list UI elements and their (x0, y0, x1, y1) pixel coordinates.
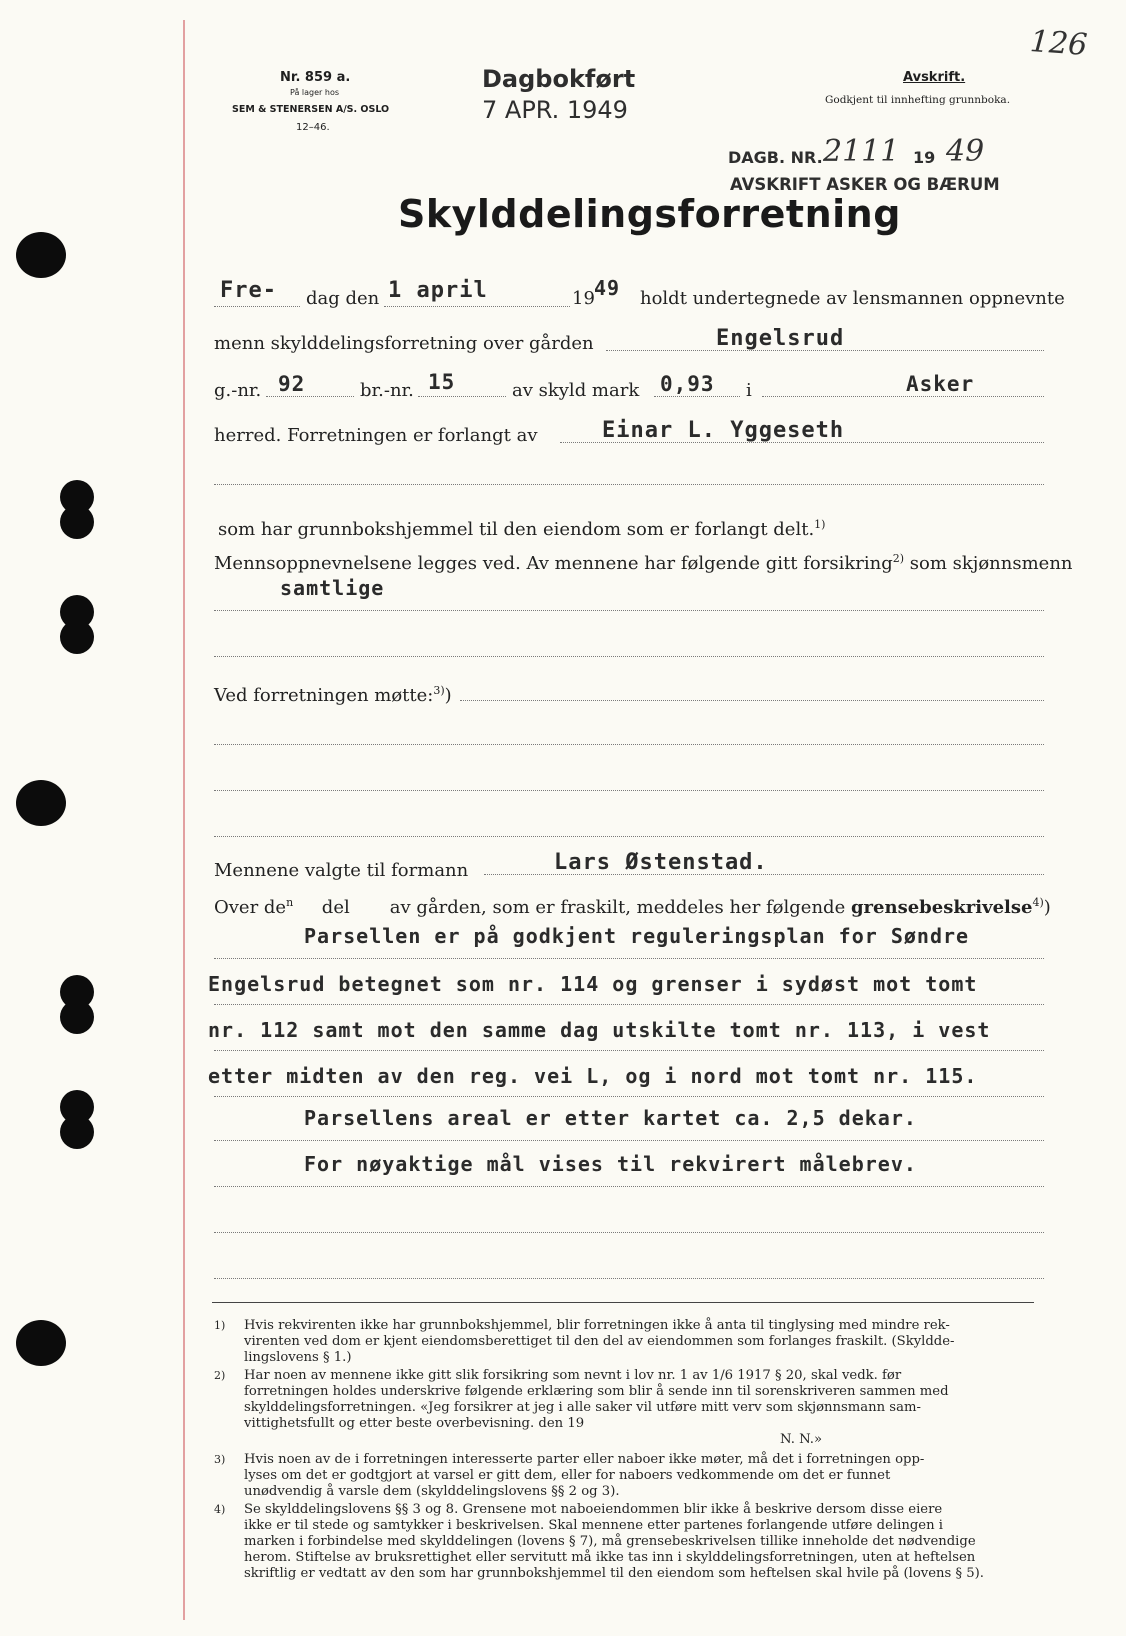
formann-text: Mennene valgte til formann (214, 860, 469, 881)
page-number: 126 (1028, 24, 1089, 63)
blank-line (214, 656, 1044, 657)
publisher-date: 12–46. (296, 122, 330, 133)
binder-hole (60, 620, 94, 654)
requester-field-value: Einar L. Yggeseth (602, 418, 845, 443)
description-rule (214, 1004, 1044, 1005)
motte-text: Ved forretningen møtte:$^{3)}$) (214, 684, 452, 706)
copy-sub: Godkjent til innhefting grunnboka. (825, 94, 1011, 106)
dag-den-label: dag den (306, 288, 380, 309)
description-line: nr. 112 samt mot den samme dag utskilte tomt nr. 113, i vest (208, 1018, 991, 1042)
description-rule (214, 1186, 1044, 1187)
description-line: Parsellens areal er etter kartet ca. 2,5 dekar. (304, 1106, 917, 1130)
description-rule (214, 958, 1044, 959)
bnr-label: br.-nr. (360, 380, 414, 401)
blank-line (214, 790, 1044, 791)
over-text: Over $de^n$ del av gården, som er fraskilt, meddeles her følgende grensebeskrivelse$^{4)}$) (214, 896, 1051, 918)
year-prefix: 19 (572, 288, 595, 309)
i-label: i (746, 380, 752, 401)
binder-hole (16, 232, 66, 278)
description-line: Parsellen er på godkjent reguleringsplan for Søndre (304, 924, 970, 948)
formann-field-value: Lars Østenstad. (554, 850, 768, 875)
blank-line (214, 610, 1044, 611)
herred-text: herred. Forretningen er forlangt av (214, 425, 538, 446)
skyld-field-value: 0,93 (660, 372, 715, 396)
requester-field-line (560, 442, 1044, 443)
description-line: etter midten av den reg. vei L, og i nord mot tomt nr. 115. (208, 1064, 978, 1088)
description-rule (214, 1050, 1044, 1051)
day-field-line (214, 306, 300, 307)
date-stamp: 7 APR. 1949 (482, 96, 628, 124)
description-rule (214, 1140, 1044, 1141)
day-field-value: Fre- (220, 278, 277, 303)
binder-hole (16, 1320, 66, 1366)
dagbokfort-stamp: Dagbokført (482, 65, 636, 93)
gnr-field-value: 92 (278, 372, 306, 396)
description-line: Engelsrud betegnet som nr. 114 og grenser i sydøst mot tomt (208, 972, 978, 996)
margin-line (183, 20, 185, 1620)
dagb-nr-value: 2111 (823, 134, 900, 169)
binder-hole (60, 505, 94, 539)
dagb-year-prefix: 19 (913, 148, 936, 167)
avskrift-stamp: AVSKRIFT ASKER OG BÆRUM (730, 175, 1000, 194)
document-page: Nr. 859 a. På lager hos SEM & STENERSEN A/S. OSLO 12–46. 126 Avskrift. Godkjent til innhefting grunnboka. Dagbokført 7 APR. 1949 DAGB. NR. 2111 19 49 AVSKRIFT ASKER OG BÆRUM Skylddelingsforretning Fre- dag den 1 april 19 49 holdt undertegnede av lensmannen oppnevnte menn skylddelingsforretning over gården Engelsrud g.-nr. 92 br.-nr. 15 av skyld mark 0,93 i Asker herred. Forretningen er forlangt av Einar L. Yggeseth som har grunnbokshjemmel til den eiendom som er forlangt delt.$^{1)}$ Mennsoppnevnelsene legges ved. Av mennene har følgende gitt forsikring$^{2)}$ som skjønnsmenn samtlige Ved forretningen møtte:$^{3)}$) Mennene valgte til formann Lars Østenstad. Over $de^n$ del av gården, som er fraskilt, meddeles her følgende grensebeskrivelse$^{4)}$) Parsellen er på godkjent reguleringsplan for Søndre Engelsrud betegnet som nr. 114 og grenser i sydøst mot tomt nr. 112 samt mot den samme dag utskilte tomt nr. 113, i vest etter midten av den reg. vei L, og i nord mot tomt nr. 115. Parsellens areal er etter kartet ca. 2,5 dekar. For nøyaktige mål vises til rekvirert målebrev. 1) Hvis rekvirenten ikke har grunnbokshjemmel, blir forretningen ikke å anta til tinglysing med mindre rek- virenten ved dom er kjent eiendomsberettiget til den del av eiendommen som forlanges fraskilt. (Skyldde- lingslovens § 1.) 2) Har noen av mennene ikke gitt slik forsikring som nevnt i lov nr. 1 av 1/6 1917 § 20, skal vedk. før forretningen holdes underskrive følgende erklæring som blir å sende inn til sorenskriveren sammen med skylddelingsforretningen. «Jeg forsikrer at jeg i alle saker vil utføre mitt verv som skjønnsmann sam- vittighetsfullt og etter beste overbevisning. den 19 N. N.» 3) Hvis noen av de i forretningen interesserte parter eller naboer ikke møter, må det i forretningen opp- lyses om det er godtgjort at varsel er gitt dem, eller for naboers vedkommende om det er funnet unødvendig å varsle dem (skylddelingslovens §§ 2 og 3). 4) Se skylddelingslovens §§ 3 og 8. Grensene mot naboeiendommen blir ikke å beskrive dersom disse eiere ikke er til stede og samtykker i beskrivelsen. Skal mennene etter partenes forlangende utføre delingen i marken i forbindelse med skylddelingen (lovens § 7), må grensebeskrivelsen tillike inneholde det nødvendige herom. Stiftelse av bruksrettighet eller servitutt må ikke tas inn i skylddelingsforretningen, uten at heftelsen skriftlig er vedtatt av den som har grunnbokshjemmel til den eiendom som heftelsen skal hvile på (lovens § 5). (0, 0, 1126, 1636)
dagb-year-value: 49 (946, 134, 985, 169)
motte-field-line (460, 700, 1044, 701)
held-text: holdt undertegnede av lensmannen oppnevnte (640, 288, 1065, 309)
description-line: For nøyaktige mål vises til rekvirert målebrev. (304, 1152, 917, 1176)
blank-line (214, 1232, 1044, 1233)
copy-label: Avskrift. (903, 70, 966, 85)
forsikring-field-value: samtlige (280, 576, 385, 600)
blank-line (214, 744, 1044, 745)
binder-hole (60, 1115, 94, 1149)
document-title: Skylddelingsforretning (398, 192, 901, 236)
year-field-value: 49 (594, 276, 621, 300)
description-rule (214, 1096, 1044, 1097)
publisher-line: På lager hos (290, 88, 339, 97)
blank-line (214, 836, 1044, 837)
footnote-separator (212, 1302, 1034, 1303)
date-field-line (384, 306, 570, 307)
gnr-field-line (266, 396, 354, 397)
farm-field-value: Engelsrud (716, 326, 845, 351)
gnr-label: g.-nr. (214, 380, 262, 401)
bnr-field-line (418, 396, 506, 397)
bnr-field-value: 15 (428, 370, 456, 394)
skyld-label: av skyld mark (512, 380, 640, 401)
formann-field-line (484, 874, 1044, 875)
form-number: Nr. 859 a. (280, 70, 351, 85)
binder-hole (16, 780, 66, 826)
blank-line (214, 484, 1044, 485)
men-text: menn skylddelingsforretning over gården (214, 333, 594, 354)
publisher-name: SEM & STENERSEN A/S. OSLO (232, 104, 390, 115)
hjemmel-text: som har grunnbokshjemmel til den eiendom som er forlangt delt.$^{1)}$ (218, 518, 826, 540)
skyld-field-line (654, 396, 740, 397)
municipality-field-line (762, 396, 1044, 397)
farm-field-line (606, 350, 1044, 351)
dagb-nr-label: DAGB. NR. (728, 148, 823, 167)
blank-line (214, 1278, 1044, 1279)
binder-hole (60, 1000, 94, 1034)
oppnevnelse-text: Mennsoppnevnelsene legges ved. Av mennene har følgende gitt forsikring$^{2)}$ som skjønnsmenn (214, 552, 1073, 574)
municipality-field-value: Asker (906, 372, 975, 396)
date-field-value: 1 april (388, 278, 488, 303)
